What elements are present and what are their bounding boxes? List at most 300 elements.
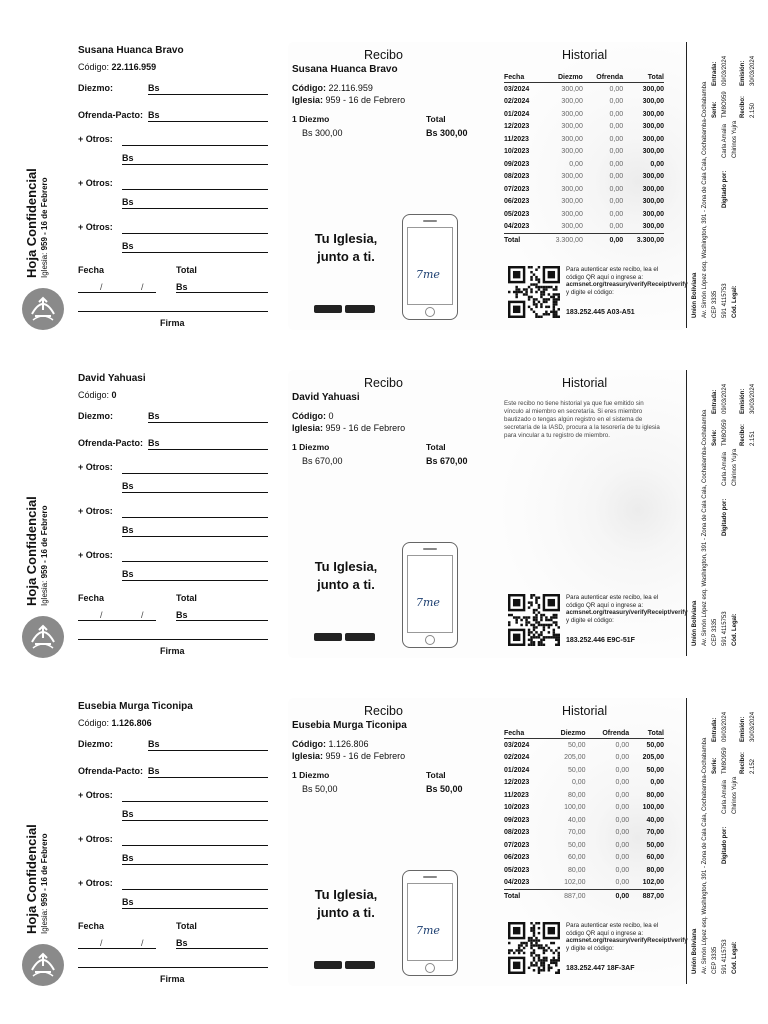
history-cell: 300,00 — [561, 198, 583, 206]
history-cell: 0,00 — [609, 198, 624, 206]
firma-line[interactable] — [78, 639, 268, 640]
history-cell: 205,00 — [564, 754, 586, 762]
otros-2-bs-bs-label: Bs — [122, 525, 134, 535]
member-code — [78, 718, 152, 728]
otros-1-label: + Otros: — [78, 790, 113, 800]
history-cell: 300,00 — [642, 135, 664, 143]
history-cell: 0,00 — [615, 804, 630, 812]
history-cell: 12/2023 — [504, 779, 530, 787]
history-cell: 300,00 — [642, 110, 664, 118]
total-label: Total — [176, 593, 197, 603]
qr-url[interactable]: acmsnet.org/treasury/verifyReceipt/verify — [566, 281, 688, 288]
stub-emision-value: 30/03/2024 — [750, 55, 756, 86]
history-header-1: Diezmo — [542, 73, 583, 83]
otros-1-bs-field[interactable] — [122, 164, 268, 165]
sheet-title: Hoja Confidencial — [24, 168, 39, 278]
stub-cod-legal-label: Cód. Legal: — [732, 285, 738, 318]
stub-cep: CEP 3335 — [712, 618, 718, 646]
sheet-title: Hoja Confidencial — [24, 824, 39, 934]
history-row — [504, 146, 664, 159]
history-total-row — [504, 890, 664, 903]
history-row — [504, 208, 664, 221]
otros-1-field[interactable] — [122, 473, 268, 474]
history-cell: 300,00 — [642, 223, 664, 231]
history-cell: 60,00 — [646, 854, 664, 862]
history-cell: 0,00 — [615, 779, 630, 787]
qr-text-1: Para autenticar este recibo, lea el código QR aquí o ingrese a: — [566, 266, 659, 281]
phone-screen — [407, 555, 453, 633]
history-row — [504, 121, 664, 134]
otros-1-field[interactable] — [122, 801, 268, 802]
sheet-church-name: 959 - 16 de Febrero — [40, 833, 49, 907]
total-field[interactable] — [176, 292, 268, 293]
history-cell: 50,00 — [646, 841, 664, 849]
receipt-code — [292, 411, 334, 421]
receipt-church-value: 959 - 16 de Febrero — [325, 95, 406, 105]
sheet-title: Hoja Confidencial — [24, 496, 39, 606]
diezmo-bs-label: Bs — [148, 739, 160, 749]
history-row — [504, 839, 664, 852]
phone-speaker — [423, 876, 437, 878]
otros-2-bs-field[interactable] — [122, 864, 268, 865]
ofrenda-pacto-bs-label: Bs — [148, 110, 160, 120]
history-total-cell: Total — [504, 234, 542, 247]
history-header-2: Ofrenda — [586, 729, 630, 739]
history-row — [504, 83, 664, 96]
ofrenda-pacto-bs-label: Bs — [148, 766, 160, 776]
history-total-row — [504, 234, 664, 247]
receipt-code-value: 22.116.959 — [328, 83, 373, 93]
receipt-stub-rotated — [691, 44, 767, 318]
history-cell: 50,00 — [568, 741, 586, 749]
history-row — [504, 221, 664, 234]
history-title: Historial — [562, 48, 608, 62]
history-cell: 300,00 — [642, 123, 664, 131]
stub-org: Unión Boliviana — [692, 600, 698, 646]
history-total-cell: 887,00 — [629, 890, 664, 903]
history-cell: 300,00 — [561, 110, 583, 118]
history-cell: 09/2023 — [504, 160, 530, 168]
fecha-date-placeholder: / / — [100, 282, 162, 292]
receipt-panel — [288, 698, 686, 986]
history-cell: 300,00 — [561, 85, 583, 93]
fecha-field[interactable] — [78, 620, 156, 621]
sheet-vertical-title — [24, 496, 50, 606]
receipt-code-value: 0 — [328, 411, 334, 421]
qr-code[interactable] — [508, 922, 560, 974]
history-cell: 03/2024 — [504, 85, 530, 93]
otros-2-bs-bs-label: Bs — [122, 197, 134, 207]
otros-3-bs-field[interactable] — [122, 252, 268, 253]
history-row — [504, 196, 664, 209]
receipt-stub-rotated — [691, 700, 767, 974]
history-cell: 06/2023 — [504, 854, 530, 862]
stub-entrada-label: Entrada: — [712, 717, 718, 742]
stub-emision-label: Emisión: — [740, 388, 746, 414]
receipt-slip — [0, 328, 768, 656]
firma-label: Firma — [160, 646, 185, 656]
history-cell: 11/2023 — [504, 791, 529, 799]
history-header-3: Total — [629, 729, 664, 739]
otros-1-bs-bs-label: Bs — [122, 809, 134, 819]
stub-entrada-label: Entrada: — [712, 389, 718, 414]
history-cell: 0,00 — [609, 160, 624, 168]
stub-address: Av. Simón López esq. Washington, 391 - Zona de Cala Cala, Cochabamba-Cochabamba — [702, 737, 708, 974]
otros-3-field[interactable] — [122, 561, 268, 562]
ofrenda-pacto-field[interactable] — [148, 121, 268, 122]
history-total-cell: 3.300,00 — [623, 234, 664, 247]
history-cell: 100,00 — [642, 804, 664, 812]
history-cell: 0,00 — [609, 98, 624, 106]
history-cell: 10/2023 — [504, 148, 530, 156]
otros-3-bs-field[interactable] — [122, 580, 268, 581]
history-cell: 05/2023 — [504, 866, 530, 874]
otros-1-bs-field[interactable] — [122, 492, 268, 493]
ofrenda-pacto-label: Ofrenda-Pacto: — [78, 766, 144, 776]
receipt-panel — [288, 370, 686, 658]
history-title: Historial — [562, 704, 608, 718]
history-table — [504, 729, 664, 903]
auth-code: 183.252.446 E9C-51F — [566, 637, 635, 644]
tagline: Tu Iglesia, junto a ti. — [314, 231, 378, 264]
tagline: Tu Iglesia, junto a ti. — [314, 559, 378, 592]
history-total-cell: 0,00 — [586, 890, 630, 903]
stub-emision-value: 30/03/2024 — [750, 383, 756, 414]
stub-phone: 591 4115753 — [722, 611, 728, 646]
otros-3-bs-bs-label: Bs — [122, 897, 134, 907]
stub-emision-value: 30/03/2024 — [750, 711, 756, 742]
otros-3-bs-field[interactable] — [122, 908, 268, 909]
receipt-total-label: Total — [426, 770, 446, 780]
history-cell: 05/2023 — [504, 210, 530, 218]
receipt-item-amount: Bs 670,00 — [302, 456, 343, 466]
receipt-church-value: 959 - 16 de Febrero — [325, 751, 406, 761]
history-cell: 300,00 — [561, 123, 583, 131]
sheet-church-prefix: Iglesia: — [40, 252, 49, 278]
phone-icon — [402, 214, 458, 320]
diezmo-field[interactable] — [148, 750, 268, 751]
stub-cod-legal-label: Cód. Legal: — [732, 941, 738, 974]
receipt-total-value: Bs 50,00 — [426, 784, 463, 794]
stub-aprobado-value: Chirinos Yujra — [732, 448, 738, 486]
stub-address: Av. Simón López esq. Washington, 391 - Zona de Cala Cala, Cochabamba-Cochabamba — [702, 409, 708, 646]
phone-speaker — [423, 220, 437, 222]
history-cell: 100,00 — [564, 804, 586, 812]
sheet-church-prefix: Iglesia: — [40, 908, 49, 934]
qr-code[interactable] — [508, 594, 560, 646]
total-label: Total — [176, 921, 197, 931]
history-cell: 0,00 — [615, 754, 630, 762]
auth-code: 183.252.445 A03-A51 — [566, 309, 635, 316]
qr-url[interactable]: acmsnet.org/treasury/verifyReceipt/verify — [566, 609, 688, 616]
sheet-church-line — [39, 496, 50, 606]
stub-emision-label: Emisión: — [740, 716, 746, 742]
history-cell: 80,00 — [646, 866, 664, 874]
receipt-stub — [686, 698, 768, 984]
member-code-value: 0 — [111, 390, 117, 400]
member-code — [78, 390, 117, 400]
history-cell: 102,00 — [564, 879, 586, 887]
otros-1-label: + Otros: — [78, 134, 113, 144]
confidential-sheet — [0, 328, 285, 656]
receipt-item-label: 1 Diezmo — [292, 770, 330, 780]
stub-recibo-label: Recibo: — [740, 95, 746, 118]
history-row — [504, 827, 664, 840]
history-cell: 07/2023 — [504, 185, 530, 193]
otros-3-field[interactable] — [122, 889, 268, 890]
qr-text-2: y digite el código: — [566, 616, 614, 624]
ofrenda-pacto-bs-label: Bs — [148, 438, 160, 448]
history-cell: 300,00 — [561, 185, 583, 193]
receipt-slip — [0, 0, 768, 328]
receipt-title: Recibo — [364, 376, 403, 390]
app-logo: 7me — [416, 596, 440, 609]
history-cell: 12/2023 — [504, 123, 530, 131]
qr-text-1: Para autenticar este recibo, lea el código QR aquí o ingrese a: — [566, 594, 659, 609]
history-row — [504, 852, 664, 865]
receipt-stub — [686, 42, 768, 328]
google-play-badge[interactable] — [345, 961, 375, 969]
otros-1-field[interactable] — [122, 145, 268, 146]
history-cell: 09/2023 — [504, 816, 530, 824]
history-cell: 10/2023 — [504, 804, 530, 812]
ofrenda-pacto-field[interactable] — [148, 449, 268, 450]
history-cell: 40,00 — [646, 816, 664, 824]
stub-serie-value: TM8O959 — [722, 419, 728, 446]
qr-code[interactable] — [508, 266, 560, 318]
history-cell: 50,00 — [568, 766, 586, 774]
total-field[interactable] — [176, 620, 268, 621]
history-cell: 0,00 — [615, 766, 630, 774]
stub-serie-label: Serie: — [712, 429, 718, 446]
history-cell: 50,00 — [568, 841, 586, 849]
history-header-row — [504, 729, 664, 739]
stub-emision-label: Emisión: — [740, 60, 746, 86]
history-cell: 205,00 — [642, 754, 664, 762]
history-cell: 04/2023 — [504, 879, 530, 887]
otros-3-bs-bs-label: Bs — [122, 241, 134, 251]
history-header-2: Ofrenda — [583, 73, 623, 83]
firma-label: Firma — [160, 974, 185, 984]
stub-digitado-value: Carla Amalia — [722, 451, 728, 486]
receipt-slip — [0, 656, 768, 984]
sheet-church-name: 959 - 16 de Febrero — [40, 505, 49, 579]
history-row — [504, 108, 664, 121]
history-cell: 300,00 — [561, 210, 583, 218]
sheet-vertical-title — [24, 824, 50, 934]
history-cell: 0,00 — [615, 854, 630, 862]
otros-1-bs-field[interactable] — [122, 820, 268, 821]
sheet-church-line — [39, 168, 50, 278]
history-total-cell: Total — [504, 890, 545, 903]
stub-entrada-value: 09/03/2024 — [722, 55, 728, 86]
store-badges — [314, 628, 378, 646]
member-code-label: Código: — [78, 718, 110, 728]
history-row — [504, 96, 664, 109]
receipt-total-label: Total — [426, 114, 446, 124]
total-field[interactable] — [176, 948, 268, 949]
history-cell: 50,00 — [646, 766, 664, 774]
history-cell: 01/2024 — [504, 766, 530, 774]
confidential-sheet — [0, 656, 285, 984]
history-cell: 0,00 — [609, 148, 624, 156]
receipt-item-label: 1 Diezmo — [292, 442, 330, 452]
receipt-church-label: Iglesia: — [292, 751, 324, 761]
diezmo-label: Diezmo: — [78, 411, 114, 421]
otros-2-bs-field[interactable] — [122, 208, 268, 209]
diezmo-label: Diezmo: — [78, 739, 114, 749]
history-cell: 70,00 — [646, 829, 664, 837]
church-logo-icon — [22, 616, 64, 658]
history-row — [504, 789, 664, 802]
otros-1-bs-bs-label: Bs — [122, 153, 134, 163]
receipt-stub — [686, 370, 768, 656]
otros-3-label: + Otros: — [78, 222, 113, 232]
church-logo-icon — [22, 288, 64, 330]
fecha-date-placeholder: / / — [100, 610, 162, 620]
receipt-code-label: Código: — [292, 411, 326, 421]
member-code-value: 22.116.959 — [111, 62, 157, 72]
history-total-cell: 0,00 — [583, 234, 623, 247]
stub-cep: CEP 3335 — [712, 946, 718, 974]
otros-2-bs-bs-label: Bs — [122, 853, 134, 863]
phone-home-button — [425, 963, 435, 973]
history-cell: 70,00 — [568, 829, 586, 837]
history-cell: 300,00 — [561, 135, 583, 143]
history-cell: 0,00 — [569, 160, 583, 168]
diezmo-field[interactable] — [148, 94, 268, 95]
receipt-church-label: Iglesia: — [292, 423, 324, 433]
history-cell: 0,00 — [615, 741, 630, 749]
history-cell: 0,00 — [650, 779, 664, 787]
sheet-church-name: 959 - 16 de Febrero — [40, 177, 49, 251]
history-cell: 300,00 — [642, 185, 664, 193]
fecha-label: Fecha — [78, 593, 105, 603]
otros-3-field[interactable] — [122, 233, 268, 234]
receipt-stub-rotated — [691, 372, 767, 646]
auth-code: 183.252.447 18F-3AF — [566, 965, 635, 972]
fecha-label: Fecha — [78, 921, 105, 931]
receipt-item-amount: Bs 300,00 — [302, 128, 343, 138]
fecha-field[interactable] — [78, 292, 156, 293]
history-row — [504, 802, 664, 815]
stub-digitado-label: Digitado por: — [722, 170, 728, 208]
receipt-code-value: 1.126.806 — [328, 739, 369, 749]
member-code-label: Código: — [78, 390, 110, 400]
otros-2-field[interactable] — [122, 845, 268, 846]
phone-screen — [407, 227, 453, 305]
history-row — [504, 171, 664, 184]
stub-digitado-value: Carla Amalia — [722, 779, 728, 814]
stub-serie-value: TM8O959 — [722, 91, 728, 118]
otros-2-bs-field[interactable] — [122, 536, 268, 537]
fecha-field[interactable] — [78, 948, 156, 949]
stub-cod-legal-label: Cód. Legal: — [732, 613, 738, 646]
stub-recibo-label: Recibo: — [740, 751, 746, 774]
phone-icon — [402, 542, 458, 648]
stub-aprobado-value: Chirinos Yujra — [732, 120, 738, 158]
history-row — [504, 777, 664, 790]
sheet-church-prefix: Iglesia: — [40, 580, 49, 606]
history-header-1: Diezmo — [545, 729, 585, 739]
firma-line[interactable] — [78, 311, 268, 312]
otros-3-label: + Otros: — [78, 878, 113, 888]
app-store-badge[interactable] — [314, 961, 342, 969]
history-header-0: Fecha — [504, 73, 542, 83]
receipt-church — [292, 423, 405, 433]
total-bs-label: Bs — [176, 610, 188, 620]
google-play-badge[interactable] — [345, 633, 375, 641]
history-total-cell: 3.300,00 — [542, 234, 583, 247]
otros-2-field[interactable] — [122, 517, 268, 518]
google-play-badge[interactable] — [345, 305, 375, 313]
stub-aprobado-value: Chirinos Yujra — [732, 776, 738, 814]
history-cell: 80,00 — [646, 791, 664, 799]
receipt-church-label: Iglesia: — [292, 95, 324, 105]
tagline: Tu Iglesia, junto a ti. — [314, 887, 378, 920]
app-store-badge[interactable] — [314, 633, 342, 641]
diezmo-label: Diezmo: — [78, 83, 114, 93]
receipt-member-name: David Yahuasi — [292, 392, 360, 403]
stub-serie-value: TM8O959 — [722, 747, 728, 774]
ofrenda-pacto-label: Ofrenda-Pacto: — [78, 438, 144, 448]
qr-url[interactable]: acmsnet.org/treasury/verifyReceipt/verify — [566, 937, 688, 944]
stub-digitado-label: Digitado por: — [722, 498, 728, 536]
otros-2-label: + Otros: — [78, 178, 113, 188]
stub-address: Av. Simón López esq. Washington, 391 - Zona de Cala Cala, Cochabamba-Cochabamba — [702, 81, 708, 318]
history-cell: 80,00 — [568, 866, 586, 874]
history-cell: 08/2023 — [504, 173, 530, 181]
diezmo-field[interactable] — [148, 422, 268, 423]
member-name: David Yahuasi — [78, 373, 146, 384]
history-cell: 0,00 — [609, 185, 624, 193]
receipt-title: Recibo — [364, 48, 403, 62]
history-table — [504, 73, 664, 247]
app-logo: 7me — [416, 268, 440, 281]
app-store-badge[interactable] — [314, 305, 342, 313]
receipt-item-amount: Bs 50,00 — [302, 784, 338, 794]
stub-entrada-value: 09/03/2024 — [722, 383, 728, 414]
store-badges — [314, 300, 378, 318]
history-cell: 0,00 — [609, 223, 624, 231]
history-cell: 02/2024 — [504, 98, 530, 106]
receipt-panel — [288, 42, 686, 330]
history-cell: 08/2023 — [504, 829, 530, 837]
firma-line[interactable] — [78, 967, 268, 968]
history-cell: 01/2024 — [504, 110, 530, 118]
history-cell: 11/2023 — [504, 135, 529, 143]
phone-screen — [407, 883, 453, 961]
stub-digitado-label: Digitado por: — [722, 826, 728, 864]
history-cell: 300,00 — [642, 98, 664, 106]
history-row — [504, 864, 664, 877]
history-row — [504, 158, 664, 171]
diezmo-bs-label: Bs — [148, 83, 160, 93]
diezmo-bs-label: Bs — [148, 411, 160, 421]
otros-2-field[interactable] — [122, 189, 268, 190]
history-row — [504, 752, 664, 765]
sheet-church-line — [39, 824, 50, 934]
ofrenda-pacto-field[interactable] — [148, 777, 268, 778]
receipt-title: Recibo — [364, 704, 403, 718]
confidential-sheet — [0, 0, 285, 328]
qr-text-1: Para autenticar este recibo, lea el código QR aquí o ingrese a: — [566, 922, 659, 937]
phone-home-button — [425, 307, 435, 317]
history-cell: 300,00 — [561, 223, 583, 231]
stub-entrada-value: 09/03/2024 — [722, 711, 728, 742]
qr-text-2: y digite el código: — [566, 288, 614, 296]
store-badges — [314, 956, 378, 974]
